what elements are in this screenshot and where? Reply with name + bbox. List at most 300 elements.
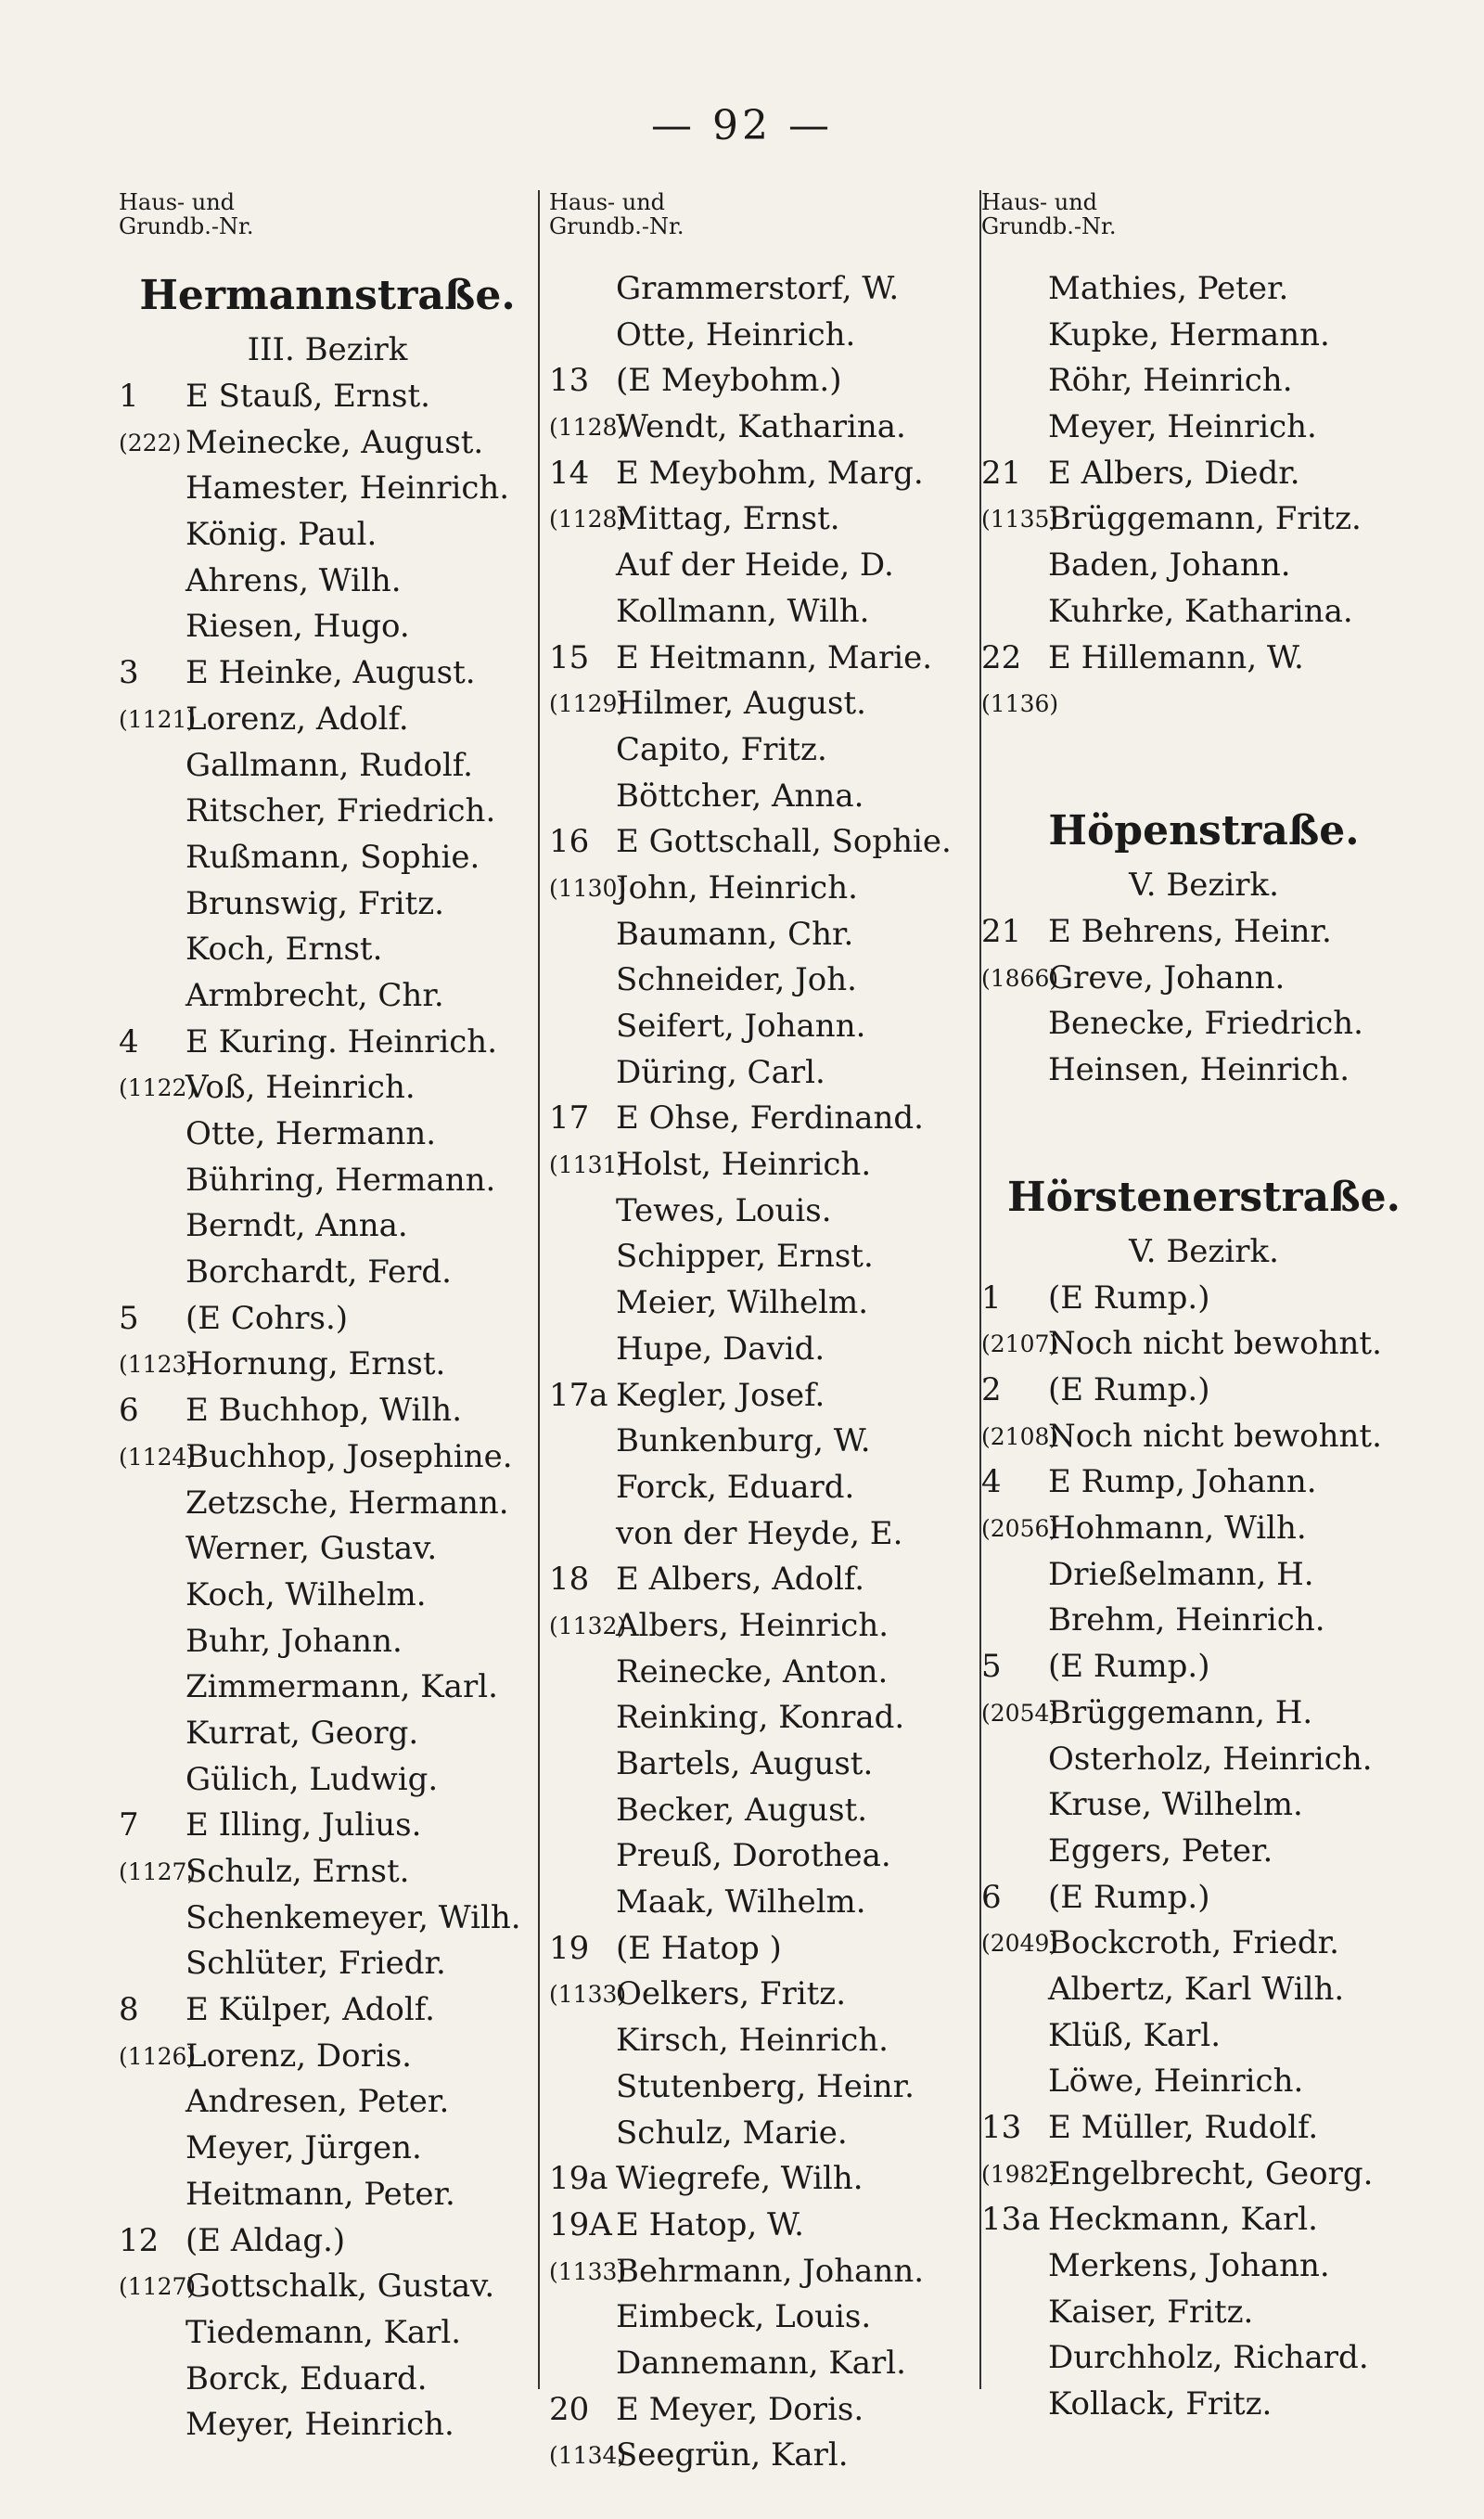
house-number: 19 <box>549 1929 590 1967</box>
directory-entry <box>981 2059 1426 2105</box>
resident-name: Hupe, David. <box>616 1330 825 1368</box>
resident-name: E Müller, Rudolf. <box>1048 2109 1319 2146</box>
directory-entry <box>549 819 985 866</box>
district-label: V. Bezirk. <box>1129 1232 1279 1270</box>
column-divider <box>538 190 540 2389</box>
directory-entry <box>549 2294 985 2341</box>
directory-entry <box>119 2264 536 2310</box>
resident-name: Benecke, Friedrich. <box>1048 1005 1363 1043</box>
directory-entry <box>981 1690 1426 1737</box>
resident-name: Capito, Fritz. <box>616 730 827 768</box>
directory-entry <box>549 1373 985 1420</box>
land-register-number: (1122) <box>119 1074 197 1102</box>
resident-name: E Buchhop, Wilh. <box>186 1392 462 1430</box>
land-register-number: (1128) <box>549 414 627 442</box>
column-header-line: Grundb.-Nr. <box>549 213 684 239</box>
directory-entry <box>981 1598 1426 1644</box>
resident-name: Ritscher, Friedrich. <box>186 792 496 830</box>
street-title: Hermannstraße. <box>139 272 516 319</box>
directory-entry <box>119 1250 536 1296</box>
directory-entry <box>549 2156 985 2203</box>
resident-name: (E Rump.) <box>1048 1878 1210 1916</box>
resident-name: Meinecke, August. <box>186 423 484 461</box>
resident-name: Auf der Heide, D. <box>616 546 894 585</box>
directory-entry <box>981 1829 1426 1875</box>
directory-entry <box>549 1741 985 1788</box>
land-register-number: (1129) <box>549 690 627 718</box>
directory-entry <box>981 1459 1426 1506</box>
resident-name: Meyer, Heinrich. <box>186 2406 454 2444</box>
directory-entry <box>549 1557 985 1603</box>
directory-entry <box>119 1388 536 1434</box>
directory-entry <box>549 2064 985 2111</box>
directory-entry <box>549 1050 985 1097</box>
resident-name: Heckmann, Karl. <box>1048 2201 1318 2239</box>
resident-name: Berndt, Anna. <box>186 1207 408 1245</box>
land-register-number: (1131) <box>549 1151 627 1179</box>
resident-name: E Behrens, Heinr. <box>1048 912 1332 950</box>
resident-name: Löwe, Heinrich. <box>1048 2063 1304 2101</box>
resident-name: Kupke, Hermann. <box>1048 315 1330 353</box>
column-1 <box>119 190 536 2500</box>
directory-entry <box>119 973 536 1020</box>
directory-entry <box>119 1342 536 1388</box>
directory-entry <box>119 604 536 650</box>
directory-entry <box>981 2152 1426 2198</box>
directory-entry <box>981 1782 1426 1829</box>
resident-name: Heitmann, Peter. <box>186 2175 455 2213</box>
directory-entry <box>549 1880 985 1926</box>
resident-name: Becker, August. <box>616 1791 868 1829</box>
resident-name: Riesen, Hugo. <box>186 608 410 646</box>
directory-entry <box>119 1941 536 1987</box>
resident-name: von der Heyde, E. <box>616 1514 903 1552</box>
directory-entry <box>119 1434 536 1481</box>
land-register-number: (2049) <box>981 1930 1059 1958</box>
page-number: — 92 — <box>651 102 833 149</box>
directory-entry <box>119 512 536 559</box>
directory-entry <box>549 727 985 774</box>
resident-name: Wiegrefe, Wilh. <box>616 2160 864 2198</box>
directory-entry <box>549 1833 985 1880</box>
directory-entry <box>549 266 985 313</box>
house-number: 21 <box>981 912 1022 950</box>
directory-entry <box>119 1664 536 1711</box>
directory-entry <box>549 1327 985 1373</box>
resident-name: Voß, Heinrich. <box>186 1069 416 1107</box>
directory-entry <box>549 358 985 405</box>
house-number: 8 <box>119 1991 139 2029</box>
directory-entry <box>549 1234 985 1280</box>
directory-entry <box>981 1001 1426 1047</box>
house-number: 4 <box>981 1463 1002 1501</box>
resident-name: Gülich, Ludwig. <box>186 1760 439 1798</box>
column-2 <box>549 190 985 2500</box>
directory-entry <box>119 559 536 605</box>
directory-entry <box>981 681 1426 727</box>
resident-name: Ahrens, Wilh. <box>186 561 402 599</box>
block-spacer <box>981 727 1426 802</box>
resident-name: Koch, Ernst. <box>186 931 383 969</box>
directory-entry <box>981 1276 1426 1322</box>
directory-entry <box>119 2034 536 2080</box>
resident-name: Gottschalk, Gustav. <box>186 2268 495 2306</box>
resident-name: Brüggemann, H. <box>1048 1693 1313 1731</box>
resident-name: Wendt, Katharina. <box>616 408 906 446</box>
house-number: 15 <box>549 638 590 676</box>
resident-name: Buhr, Johann. <box>186 1622 403 1660</box>
street-block <box>549 266 985 2479</box>
land-register-number: (1121) <box>119 705 197 733</box>
resident-name: Lorenz, Adolf. <box>186 700 409 738</box>
resident-name: Kollmann, Wilh. <box>616 592 870 630</box>
resident-name: Meier, Wilhelm. <box>616 1284 869 1322</box>
resident-name: John, Heinrich. <box>616 868 858 906</box>
directory-entry <box>119 1619 536 1665</box>
directory-entry <box>119 1711 536 1757</box>
street-block <box>981 1168 1426 2428</box>
resident-name: Durchholz, Richard. <box>1048 2339 1369 2377</box>
land-register-number: (1132) <box>549 1612 627 1639</box>
house-number: 6 <box>119 1392 139 1430</box>
resident-name: Kruse, Wilhelm. <box>1048 1786 1303 1824</box>
resident-name: (E Aldag.) <box>186 2221 346 2259</box>
district-label: III. Bezirk <box>247 331 408 368</box>
resident-name: Lorenz, Doris. <box>186 2037 412 2075</box>
directory-entry <box>119 835 536 881</box>
resident-name: Noch nicht bewohnt. <box>1048 1417 1382 1455</box>
directory-entry <box>981 543 1426 589</box>
house-number: 17a <box>549 1376 608 1414</box>
directory-entry <box>119 1296 536 1343</box>
house-number: 5 <box>981 1648 1002 1686</box>
directory-entry <box>549 1788 985 1834</box>
directory-entry <box>549 451 985 497</box>
resident-name: Zetzsche, Hermann. <box>186 1484 509 1522</box>
directory-entry <box>119 466 536 512</box>
resident-name: Kuhrke, Katharina. <box>1048 592 1353 630</box>
land-register-number: (1133) <box>549 1981 627 2009</box>
resident-name: Andresen, Peter. <box>186 2083 450 2121</box>
directory-entry <box>549 912 985 958</box>
resident-name: Engelbrecht, Georg. <box>1048 2154 1374 2192</box>
resident-name: Zimmermann, Karl. <box>186 1668 498 1706</box>
directory-entry <box>119 1065 536 1112</box>
column-3 <box>981 190 1426 2500</box>
resident-name: Borck, Eduard. <box>186 2359 428 2397</box>
directory-entry <box>981 1644 1426 1690</box>
resident-name: Behrmann, Johann. <box>616 2252 925 2290</box>
land-register-number: (2054) <box>981 1699 1059 1727</box>
house-number: 13 <box>549 362 590 400</box>
resident-name: (E Hatop ) <box>616 1929 782 1967</box>
land-register-number: (1982) <box>981 2160 1059 2188</box>
land-register-number: (1128) <box>549 506 627 533</box>
resident-name: E Hatop, W. <box>616 2205 804 2243</box>
land-register-number: (1133) <box>549 2257 627 2285</box>
resident-name: Baumann, Chr. <box>616 915 854 953</box>
resident-name: Klüß, Karl. <box>1048 2016 1222 2054</box>
resident-name: Werner, Gustav. <box>186 1530 438 1568</box>
resident-name: E Heinke, August. <box>186 654 476 692</box>
house-number: 7 <box>119 1806 139 1844</box>
resident-name: Dannemann, Karl. <box>616 2344 906 2382</box>
resident-name: Greve, Johann. <box>1048 958 1286 996</box>
directory-entry <box>119 743 536 790</box>
resident-name: Reinecke, Anton. <box>616 1652 889 1690</box>
resident-name: E Albers, Diedr. <box>1048 454 1300 492</box>
resident-name: Bunkenburg, W. <box>616 1422 871 1460</box>
directory-entry <box>981 496 1426 543</box>
directory-entry <box>549 2249 985 2295</box>
directory-entry <box>981 636 1426 682</box>
directory-entry <box>119 789 536 835</box>
resident-name: Hohmann, Wilh. <box>1048 1510 1307 1548</box>
directory-entry <box>119 374 536 420</box>
directory-entry <box>119 1158 536 1204</box>
column-header-line: Grundb.-Nr. <box>981 213 1117 239</box>
resident-name: Meyer, Heinrich. <box>1048 408 1317 446</box>
resident-name: Schipper, Ernst. <box>616 1238 874 1276</box>
house-number: 3 <box>119 654 139 692</box>
resident-name: Röhr, Heinrich. <box>1048 362 1293 400</box>
resident-name: Rußmann, Sophie. <box>186 838 480 876</box>
directory-entry <box>119 2079 536 2126</box>
directory-entry <box>549 496 985 543</box>
resident-name: Meyer, Jürgen. <box>186 2129 422 2167</box>
directory-entry <box>981 1967 1426 2013</box>
directory-entry <box>981 313 1426 359</box>
directory-entry <box>549 1465 985 1511</box>
directory-entry <box>549 2341 985 2387</box>
directory-entry <box>981 1552 1426 1599</box>
column-header-line: Haus- und <box>549 189 666 215</box>
resident-name: Preuß, Dorothea. <box>616 1837 891 1875</box>
directory-entry <box>549 681 985 727</box>
directory-entry <box>981 1506 1426 1552</box>
block-spacer <box>981 1094 1426 1168</box>
directory-entry <box>119 2357 536 2403</box>
directory-entry <box>119 1803 536 1849</box>
house-number: 5 <box>119 1299 139 1337</box>
resident-name: Schulz, Marie. <box>616 2114 848 2152</box>
directory-entry <box>981 1321 1426 1368</box>
directory-entry <box>549 2433 985 2479</box>
resident-name: Reinking, Konrad. <box>616 1699 905 1737</box>
resident-name: Buchhop, Josephine. <box>186 1437 513 1475</box>
directory-entry <box>119 1849 536 1896</box>
land-register-number: (1124) <box>119 1443 197 1471</box>
resident-name: Brüggemann, Fritz. <box>1048 500 1362 538</box>
directory-entry <box>549 636 985 682</box>
directory-entry <box>119 1020 536 1066</box>
column-header-line: Grundb.-Nr. <box>119 213 254 239</box>
resident-name: Kurrat, Georg. <box>186 1714 419 1752</box>
directory-entry <box>981 2105 1426 2152</box>
house-number: 21 <box>981 454 1022 492</box>
resident-name: E Illing, Julius. <box>186 1806 422 1844</box>
resident-name: (E Rump.) <box>1048 1371 1210 1408</box>
land-register-number: (1136) <box>981 690 1059 718</box>
directory-entry <box>981 1921 1426 1967</box>
directory-entry <box>981 2243 1426 2290</box>
directory-entry <box>549 1695 985 1741</box>
directory-entry <box>549 1926 985 1973</box>
resident-name: Merkens, Johann. <box>1048 2247 1330 2285</box>
resident-name: Schulz, Ernst. <box>186 1853 410 1890</box>
land-register-number: (1127) <box>119 1858 197 1885</box>
land-register-number: (222) <box>119 429 182 456</box>
house-number: 20 <box>549 2390 590 2428</box>
directory-entry <box>981 266 1426 313</box>
resident-name: Böttcher, Anna. <box>616 777 864 815</box>
resident-name: Oelkers, Fritz. <box>616 1975 847 2013</box>
resident-name: Stutenberg, Heinr. <box>616 2067 915 2105</box>
directory-entry <box>981 1368 1426 1414</box>
directory-entry <box>119 1203 536 1250</box>
resident-name: Schenkemeyer, Wilh. <box>186 1898 521 1936</box>
directory-entry <box>119 1481 536 1527</box>
resident-name: Mathies, Peter. <box>1048 270 1289 307</box>
house-number: 19a <box>549 2160 608 2198</box>
directory-entry <box>981 1047 1426 1094</box>
directory-entry <box>119 2172 536 2218</box>
resident-name: Gallmann, Rudolf. <box>186 746 473 784</box>
resident-name: Hamester, Heinrich. <box>186 469 510 508</box>
resident-name: E Hillemann, W. <box>1048 638 1304 676</box>
resident-name: Eggers, Peter. <box>1048 1831 1273 1870</box>
directory-entry <box>119 1896 536 1942</box>
directory-entry <box>119 420 536 467</box>
resident-name: Borchardt, Ferd. <box>186 1253 452 1292</box>
resident-name: Armbrecht, Chr. <box>186 976 444 1014</box>
land-register-number: (1126) <box>119 2042 197 2070</box>
resident-name: König. Paul. <box>186 516 377 554</box>
land-register-number: (1130) <box>549 874 627 902</box>
resident-name: E Albers, Adolf. <box>616 1561 865 1599</box>
house-number: 18 <box>549 1561 590 1599</box>
land-register-number: (2108) <box>981 1422 1059 1450</box>
house-number: 2 <box>981 1371 1002 1408</box>
resident-name: Holst, Heinrich. <box>616 1146 872 1184</box>
directory-entry <box>981 1875 1426 1921</box>
directory-entry <box>981 2197 1426 2243</box>
resident-name: Seifert, Johann. <box>616 1008 866 1045</box>
directory-entry <box>549 1142 985 1189</box>
directory-entry <box>981 405 1426 451</box>
resident-name: Grammerstorf, W. <box>616 270 900 307</box>
directory-entry <box>549 313 985 359</box>
column-header <box>549 190 985 257</box>
directory-entry <box>549 2111 985 2157</box>
directory-entry <box>549 589 985 636</box>
resident-name: Otte, Hermann. <box>186 1115 437 1152</box>
column-header-line: Haus- und <box>119 189 236 215</box>
resident-name: Tiedemann, Karl. <box>186 2313 462 2351</box>
resident-name: E Gottschall, Sophie. <box>616 823 952 861</box>
directory-entry <box>549 543 985 589</box>
directory-entry <box>549 1972 985 2018</box>
directory-entry <box>119 2218 536 2265</box>
directory-entry <box>549 866 985 912</box>
directory-entry <box>549 1004 985 1050</box>
house-number: 6 <box>981 1878 1002 1916</box>
house-number: 14 <box>549 454 590 492</box>
resident-name: Forck, Eduard. <box>616 1468 855 1506</box>
resident-name: Otte, Heinrich. <box>616 315 856 353</box>
directory-entry <box>981 956 1426 1002</box>
land-register-number: (1134) <box>549 2442 627 2470</box>
resident-name: Heinsen, Heinrich. <box>1048 1050 1350 1088</box>
directory-entry <box>981 1737 1426 1783</box>
directory-entry <box>549 1511 985 1558</box>
directory-entry <box>549 2018 985 2064</box>
directory-entry <box>981 2382 1426 2428</box>
directory-entry <box>549 1280 985 1327</box>
house-number: 17 <box>549 1099 590 1137</box>
street-block <box>981 802 1426 1094</box>
directory-entry <box>119 2402 536 2448</box>
resident-name: Schneider, Joh. <box>616 961 857 999</box>
directory-entry <box>119 1573 536 1619</box>
resident-name: E Stauß, Ernst. <box>186 378 430 415</box>
directory-entry <box>549 2203 985 2249</box>
column-header <box>119 190 536 257</box>
column-header <box>981 190 1426 257</box>
resident-name: Koch, Wilhelm. <box>186 1575 427 1613</box>
directory-entry <box>981 2335 1426 2382</box>
directory-entry <box>981 358 1426 405</box>
directory-entry <box>549 1650 985 1696</box>
directory-entry <box>549 957 985 1004</box>
directory-entry <box>981 2290 1426 2336</box>
house-number: 16 <box>549 823 590 861</box>
resident-name: Kaiser, Fritz. <box>1048 2293 1254 2331</box>
resident-name: Baden, Johann. <box>1048 546 1291 585</box>
resident-name: E Meyer, Doris. <box>616 2390 864 2428</box>
resident-name: Kollack, Fritz. <box>1048 2385 1273 2423</box>
resident-name: Brunswig, Fritz. <box>186 884 444 922</box>
directory-entry <box>981 1414 1426 1460</box>
resident-name: Tewes, Louis. <box>616 1191 832 1229</box>
directory-entry <box>119 1757 536 1804</box>
directory-entry <box>549 1419 985 1465</box>
resident-name: Bockcroth, Friedr. <box>1048 1924 1339 1962</box>
house-number: 1 <box>119 378 139 415</box>
land-register-number: (1135) <box>981 506 1059 533</box>
resident-name: Drießelmann, H. <box>1048 1555 1314 1593</box>
directory-entry <box>119 2310 536 2357</box>
directory-entry <box>549 1096 985 1142</box>
directory-entry <box>119 1987 536 2034</box>
resident-name: Maak, Wilhelm. <box>616 1883 866 1921</box>
directory-entry <box>119 1112 536 1158</box>
directory-entry <box>119 697 536 743</box>
resident-name: Düring, Carl. <box>616 1053 825 1091</box>
resident-name: E Heitmann, Marie. <box>616 638 932 676</box>
resident-name: (E Rump.) <box>1048 1648 1210 1686</box>
street-title: Hörstenerstraße. <box>1007 1173 1401 1221</box>
resident-name: Brehm, Heinrich. <box>1048 1601 1325 1639</box>
resident-name: Seegrün, Karl. <box>616 2436 849 2474</box>
house-number: 1 <box>981 1279 1002 1317</box>
resident-name: Osterholz, Heinrich. <box>1048 1740 1373 1778</box>
resident-name: Mittag, Ernst. <box>616 500 840 538</box>
resident-name: Bartels, August. <box>616 1745 874 1782</box>
house-number: 12 <box>119 2221 160 2259</box>
resident-name: (E Rump.) <box>1048 1279 1210 1317</box>
resident-name: (E Meybohm.) <box>616 362 842 400</box>
